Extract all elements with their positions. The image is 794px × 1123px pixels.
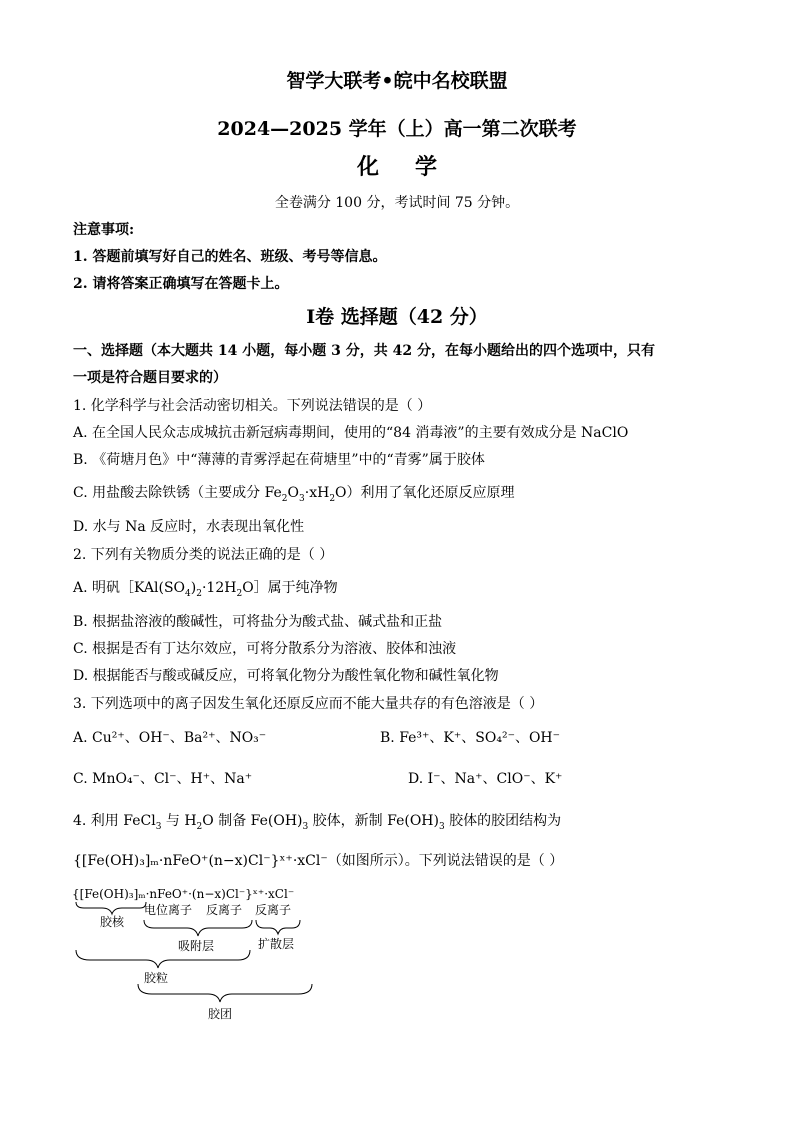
label-adsorption: 吸附层	[178, 939, 215, 953]
note-item-2: 2. 请将答案正确填写在答题卡上。	[73, 276, 289, 292]
q2-stem: 2. 下列有关物质分类的说法正确的是（ ）	[73, 547, 334, 563]
q1-option-c: C. 用盐酸去除铁锈（主要成分 $Fe_2O_3\cdot xH_2O$）利用了氧化还原反应原理	[73, 485, 515, 504]
q1-c-o: O	[335, 485, 347, 501]
q1-option-b: B. 《荷塘月色》中“薄薄的青雾浮起在荷塘里”中的“青雾”属于胶体	[73, 452, 485, 468]
exam-subtitle: 2024—2025 学年（上）高一第二次联考	[217, 118, 577, 140]
section-instruction-line2: 一项是符合题目要求的）	[73, 370, 227, 386]
note-item-1: 1. 答题前填写好自己的姓名、班级、考号等信息。	[73, 249, 387, 265]
diagram-formula: {[Fe(OH)₃]ₘ·nFeO⁺·(n−x)Cl⁻}ˣ⁺·xCl⁻	[72, 887, 295, 901]
label-diffusion: 扩散层	[258, 937, 295, 951]
q2-option-c: C. 根据是否有丁达尔效应，可将分散系分为溶液、胶体和浊液	[73, 641, 457, 657]
q2-a-pre: A. 明矾［KAl(SO	[73, 580, 186, 596]
q1-c-x: ·xH	[304, 485, 330, 501]
section-instruction-line1: 一、选择题（本大题共 14 小题，每小题 3 分，共 42 分，在每小题给出的四个选项中，只有	[73, 343, 655, 359]
q3-stem: 3. 下列选项中的离子因发生氧化还原反应而不能大量共存的有色溶液是（ ）	[73, 696, 544, 712]
q1-c-pre: C. 用盐酸去除铁锈（主要成分 Fe	[73, 485, 282, 501]
q1-c-mid: O	[287, 485, 300, 501]
exam-title: 智学大联考•皖中名校联盟	[286, 70, 508, 92]
label-micelle: 胶团	[208, 1007, 233, 1021]
brace-core	[76, 902, 146, 914]
q2-option-b: B. 根据盐溶液的酸碱性，可将盐分为酸式盐、碱式盐和正盐	[73, 614, 443, 630]
q4-stem: 4. 利用 FeCl$_3$ 与 $H_2O$ 制备 $Fe(OH)_3$ 胶体，新制 $Fe(OH)_3$ 胶体的胶团结构为	[73, 813, 562, 832]
q4-stem-post: 胶体的胶团结构为	[444, 813, 562, 829]
q2-option-d: D. 根据能否与酸或碱反应，可将氧化物分为酸性氧化物和碱性氧化物	[73, 668, 499, 684]
q4-formula-tail: （如图所示）。下列说法错误的是（ ）	[327, 853, 564, 869]
q2-option-a: A. 明矾$[KAl(SO_4)_2\cdot 12H_2O]$属于纯净物	[73, 580, 338, 599]
brace-particle	[76, 950, 250, 968]
q1-c-post: ）利用了氧化还原反应原理	[346, 485, 515, 501]
brace-adsorption	[144, 920, 252, 936]
brace-micelle	[138, 984, 312, 1002]
q4-stem-mid2: O 制备 Fe(OH)	[202, 813, 303, 829]
section-title: Ⅰ卷 选择题（42 分）	[306, 306, 488, 328]
q1-stem: 1. 化学科学与社会活动密切相关。下列说法错误的是（ ）	[73, 398, 432, 414]
exam-info: 全卷满分 100 分，考试时间 75 分钟。	[274, 195, 520, 211]
q2-a-mid: )	[190, 580, 197, 596]
q2-a-x: ·12H	[201, 580, 237, 596]
micelle-structure-diagram	[72, 884, 332, 1024]
q3-option-c: C. MnO₄⁻、Cl⁻、H⁺、Na⁺	[73, 771, 253, 787]
q4-stem-pre: 4. 利用 FeCl	[73, 813, 156, 829]
q2-a-post: O］属于纯净物	[242, 580, 338, 596]
q4-formula: {[Fe(OH)₃]ₘ·nFeO⁺(n−x)Cl⁻}ˣ⁺·xCl⁻	[73, 853, 328, 869]
label-particle: 胶粒	[144, 971, 169, 985]
q3-option-b: B. Fe³⁺、K⁺、SO₄²⁻、OH⁻	[380, 730, 561, 746]
subject-title: 化学	[356, 154, 473, 180]
q1-option-d: D. 水与 Na 反应时，水表现出氧化性	[73, 519, 305, 535]
q1-option-a: A. 在全国人民众志成城抗击新冠病毒期间，使用的“84 消毒液”的主要有效成分是 NaClO	[73, 425, 629, 441]
q4-stem-mid3: 胶体，新制 Fe(OH)	[308, 813, 439, 829]
q3-option-d: D. I⁻、Na⁺、ClO⁻、K⁺	[408, 771, 563, 787]
brace-diffusion	[256, 920, 300, 934]
label-potential-ion: 电位离子	[144, 903, 193, 917]
label-counter-ion-2: 反离子	[255, 903, 292, 917]
notes-heading: 注意事项:	[73, 222, 135, 238]
label-core: 胶核	[100, 915, 125, 929]
label-counter-ion: 反离子	[206, 903, 243, 917]
q3-option-a: A. Cu²⁺、OH⁻、Ba²⁺、NO₃⁻	[73, 730, 267, 746]
q4-formula-line	[73, 850, 563, 870]
q4-stem-mid: 与 H	[161, 813, 197, 829]
